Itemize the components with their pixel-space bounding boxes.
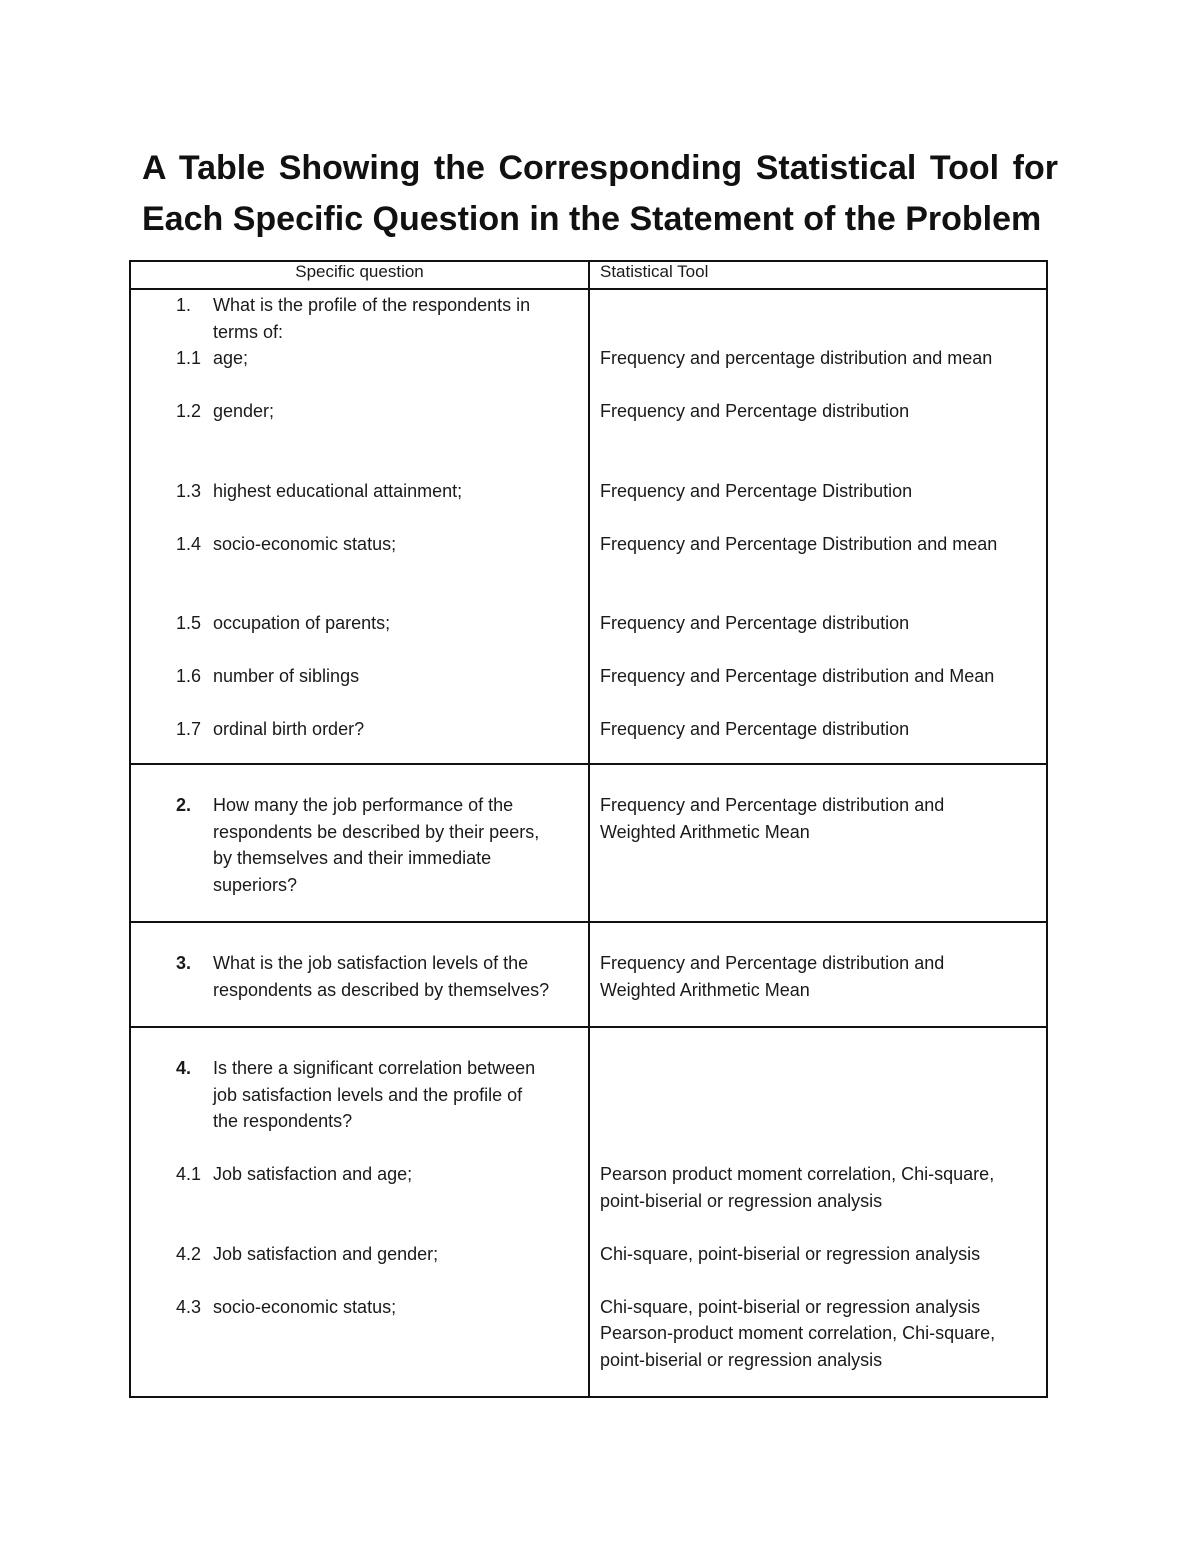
question-text: by themselves and their immediate (213, 848, 492, 868)
item-number: 4.2 (176, 1243, 202, 1264)
question-text: How many the job performance of the (213, 795, 514, 815)
table-row (130, 1027, 1047, 1397)
question-cell (130, 289, 589, 764)
tool-text: point-biserial or regression analysis (600, 1349, 883, 1370)
question-number: 4. (176, 1058, 192, 1078)
tool-text: Frequency and percentage distribution and mean (600, 348, 993, 368)
tool-text: Chi-square, point-biserial or regression analysis (600, 1243, 981, 1264)
question-number: 1. (176, 295, 192, 315)
item-number: 4.1 (176, 1164, 202, 1184)
question-text: superiors? (213, 874, 298, 895)
item-text: ordinal birth order? (213, 719, 365, 739)
item-text: gender; (213, 401, 275, 421)
tool-text: Frequency and Percentage distribution (600, 401, 910, 421)
tool-text: Weighted Arithmetic Mean (600, 979, 810, 1000)
item-text: highest educational attainment; (213, 480, 463, 501)
tool-text: Weighted Arithmetic Mean (600, 821, 810, 842)
question-text: Is there a significant correlation between (213, 1058, 536, 1078)
tool-text: Chi-square, point-biserial or regression analysis (600, 1296, 981, 1317)
tool-text: Pearson product moment correlation, Chi-square, (600, 1164, 995, 1184)
table-row (130, 922, 1047, 1027)
item-number: 1.4 (176, 533, 202, 554)
item-text: Job satisfaction and gender; (213, 1243, 439, 1264)
item-number: 1.1 (176, 348, 202, 368)
tool-cell (589, 289, 1047, 764)
item-number: 1.3 (176, 480, 202, 501)
question-text: What is the job satisfaction levels of the (213, 953, 529, 973)
question-text: What is the profile of the respondents in (213, 295, 531, 315)
tool-text: Frequency and Percentage distribution and (600, 953, 945, 973)
tool-cell (589, 922, 1047, 1027)
item-text: age; (213, 348, 249, 368)
question-number: 2. (176, 795, 192, 815)
tool-text: Pearson-product moment correlation, Chi-square, (600, 1323, 996, 1343)
question-cell (130, 922, 589, 1027)
title-line-1: A Table Showing the Corresponding Statistical Tool for (142, 149, 1058, 187)
question-cell (130, 764, 589, 922)
header-specific-question: Specific question (130, 261, 589, 289)
item-number: 1.5 (176, 613, 202, 633)
item-text: Job satisfaction and age; (213, 1164, 413, 1184)
item-number: 1.7 (176, 719, 202, 739)
tool-text: Frequency and Percentage Distribution (600, 480, 913, 501)
tool-text: Frequency and Percentage distribution (600, 719, 910, 739)
question-cell (130, 1027, 589, 1397)
tool-cell (589, 1027, 1047, 1397)
item-text: socio-economic status; (213, 533, 397, 554)
page-title (142, 143, 1058, 245)
tool-text: Frequency and Percentage distribution and (600, 795, 945, 815)
tool-text: point-biserial or regression analysis (600, 1190, 883, 1211)
tool-text: Frequency and Percentage distribution (600, 613, 910, 633)
question-text: respondents be described by their peers, (213, 821, 540, 842)
item-text: number of siblings (213, 666, 360, 686)
tool-cell (589, 764, 1047, 922)
item-text: socio-economic status; (213, 1296, 397, 1317)
table-row (130, 289, 1047, 764)
question-text: respondents as described by themselves? (213, 979, 550, 1000)
question-number: 3. (176, 953, 192, 973)
statistical-tools-table (129, 260, 1048, 1398)
table-header-row (130, 261, 1047, 289)
item-number: 1.6 (176, 666, 202, 686)
title-line-2: Each Specific Question in the Statement of the Problem (142, 200, 1042, 238)
tool-text: Frequency and Percentage Distribution and mean (600, 533, 998, 554)
item-number: 4.3 (176, 1296, 202, 1317)
table-row (130, 764, 1047, 922)
item-text: occupation of parents; (213, 613, 391, 633)
tool-text: Frequency and Percentage distribution and Mean (600, 666, 995, 686)
question-text: terms of: (213, 321, 284, 342)
header-statistical-tool: Statistical Tool (589, 261, 1047, 289)
item-number: 1.2 (176, 401, 202, 421)
question-text: job satisfaction levels and the profile of (213, 1084, 523, 1105)
question-text: the respondents? (213, 1111, 353, 1131)
